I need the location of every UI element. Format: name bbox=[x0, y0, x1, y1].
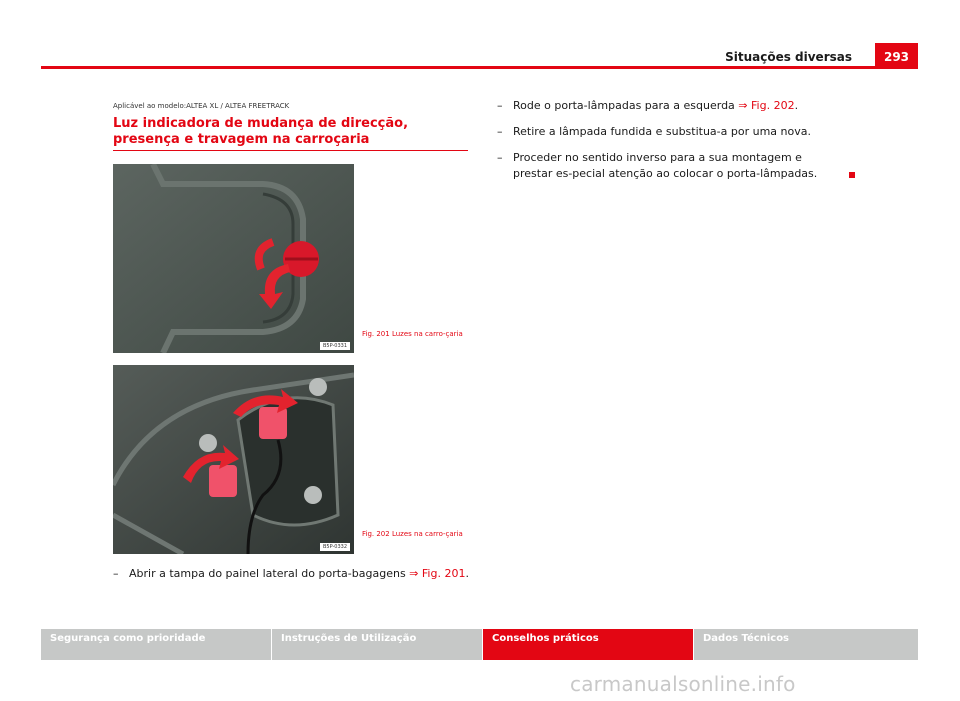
heading-rule bbox=[113, 150, 468, 151]
footer-navigation bbox=[41, 629, 918, 660]
footer-tab-practical-tips[interactable]: Conselhos práticos bbox=[483, 629, 693, 660]
footer-tab-safety[interactable]: Segurança como prioridade bbox=[41, 629, 271, 660]
step-reassemble bbox=[497, 150, 842, 182]
list-dash: – bbox=[497, 99, 503, 112]
page-number: 293 bbox=[875, 43, 918, 69]
figure-code: B5P-0332 bbox=[320, 543, 350, 551]
section-heading: Luz indicadora de mudança de direcção, presença e travagem na carroçaria bbox=[113, 116, 409, 147]
list-dash: – bbox=[497, 125, 503, 138]
section-end-marker bbox=[849, 172, 855, 178]
step-text: Retire a lâmpada fundida e substitua-a por uma nova. bbox=[513, 125, 811, 138]
list-dash: – bbox=[497, 151, 503, 164]
step-text: Abrir a tampa do painel lateral do porta-bagagens bbox=[129, 567, 410, 580]
applicability-note: Aplicável ao modelo:ALTEA XL / ALTEA FREETRACK bbox=[113, 102, 290, 110]
step-text: Rode o porta-lâmpadas para a esquerda bbox=[513, 99, 739, 112]
figure-code: B5P-0331 bbox=[320, 342, 350, 350]
list-dash: – bbox=[113, 567, 119, 580]
figure-reference-link[interactable]: ⇒ Fig. 201 bbox=[409, 567, 466, 580]
figure-reference-link[interactable]: ⇒ Fig. 202 bbox=[738, 99, 795, 112]
step-end: . bbox=[794, 99, 799, 112]
step-end: . bbox=[465, 567, 469, 580]
step-rotate-holder bbox=[497, 98, 857, 114]
footer-tab-technical-data[interactable]: Dados Técnicos bbox=[694, 629, 918, 660]
figure-201-caption: Fig. 201 Luzes na carro-çaria bbox=[362, 330, 463, 338]
header-rule bbox=[41, 66, 918, 69]
figure-202-caption: Fig. 202 Luzes na carro-çaria bbox=[362, 530, 463, 538]
footer-tab-operating-instructions[interactable]: Instruções de Utilização bbox=[272, 629, 482, 660]
watermark: carmanualsonline.info bbox=[570, 672, 796, 696]
step-replace-bulb bbox=[497, 124, 857, 140]
step-text: Proceder no sentido inverso para a sua montagem e prestar es-pecial atenção ao colocar o porta-lâmpadas. bbox=[513, 151, 818, 180]
figure-201-image bbox=[113, 164, 354, 353]
figure-202-image bbox=[113, 365, 354, 554]
running-header-title: Situações diversas bbox=[725, 50, 852, 64]
step-open-trim-cover bbox=[113, 566, 473, 582]
